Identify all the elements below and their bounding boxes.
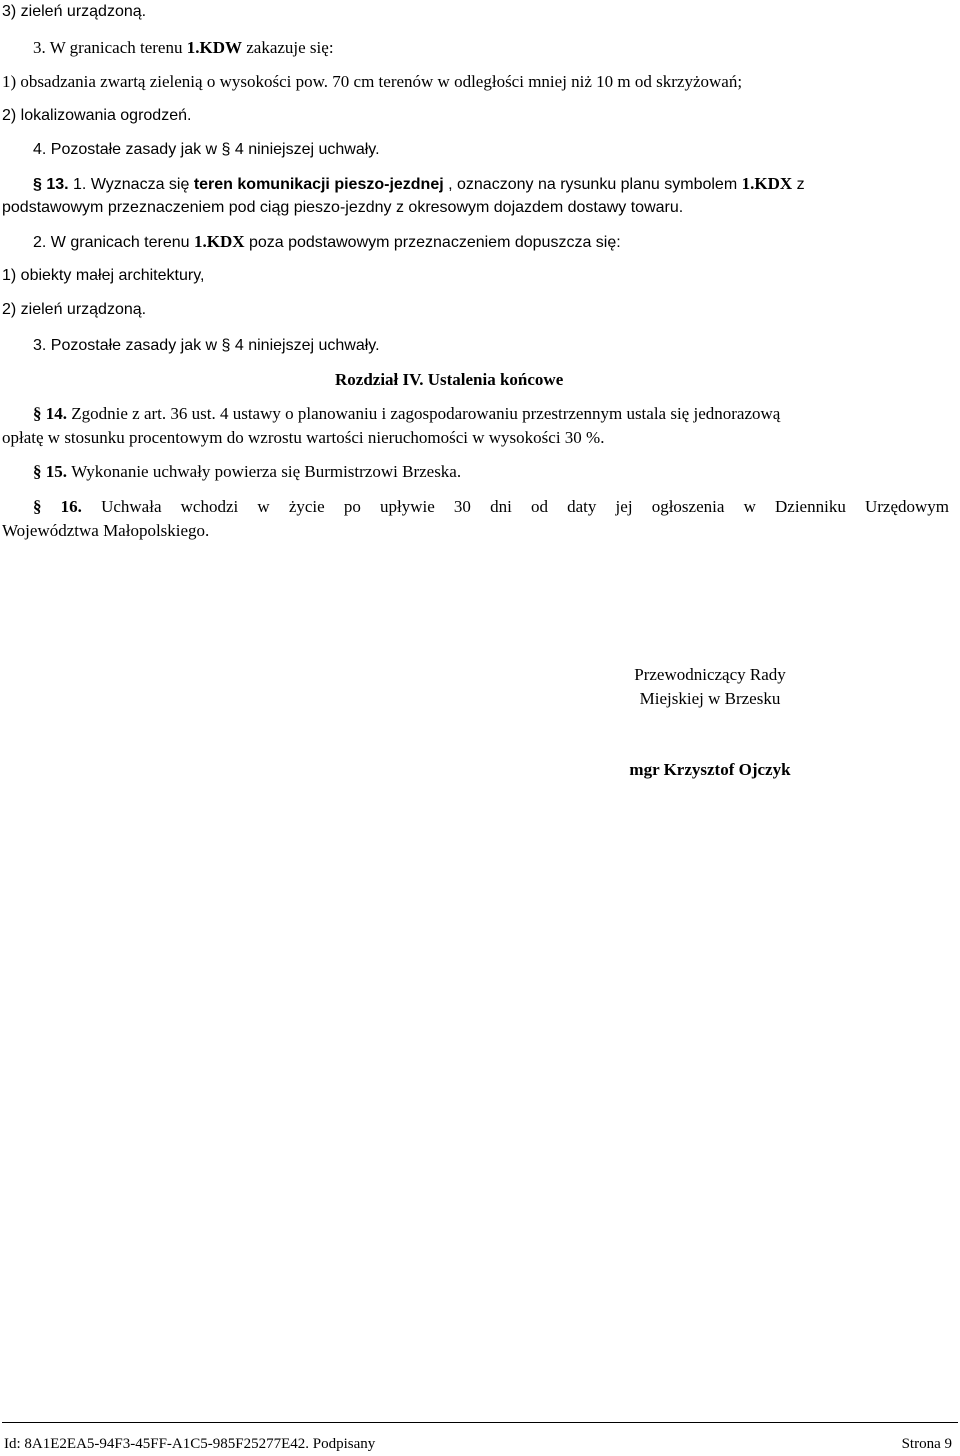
text: , oznaczony na rysunku planu symbolem — [443, 176, 742, 193]
list-item: 2) lokalizowania ogrodzeń. — [2, 107, 192, 124]
list-item: 3) zieleń urządzoną. — [2, 3, 147, 20]
list-item: 1) obsadzania zwartą zielenią o wysokości pow. 70 cm terenów w odległości mniej niż 10 m od skrzyżowań; — [2, 72, 743, 91]
text: teren komunikacji pieszo-jezdnej — [193, 176, 444, 193]
symbol-text: 1.KDX — [193, 232, 245, 251]
text: Wykonanie uchwały powierza się Burmistrzowi Brzeska. — [71, 462, 462, 481]
paragraph-continuation: podstawowym przeznaczeniem pod ciąg pieszo-jezdny z okresowym dojazdem dostawy towaru. — [2, 199, 684, 216]
text: 1. Wyznacza się — [73, 176, 194, 193]
section-15-paragraph — [33, 462, 461, 482]
heading-text: Rozdział IV. Ustalenia końcowe — [335, 370, 564, 389]
section-16-paragraph — [33, 497, 949, 517]
signatory-name-text: mgr Krzysztof Ojczyk — [629, 760, 791, 779]
signatory-name — [560, 760, 860, 780]
paragraph-continuation: Województwa Małopolskiego. — [2, 521, 210, 540]
section-14-paragraph — [33, 404, 780, 424]
paragraph — [33, 232, 621, 253]
signature-subtitle: Miejskiej w Brzesku — [639, 689, 781, 708]
footer-divider — [2, 1422, 958, 1423]
text: poza podstawowym przeznaczeniem dopuszcza się: — [244, 234, 621, 251]
symbol-text: 1.KDX — [741, 174, 793, 193]
paragraph: 3. Pozostałe zasady jak w § 4 niniejszej uchwały. — [33, 337, 380, 354]
section-number: § 14. — [33, 404, 72, 423]
document-id: Id: 8A1E2EA5-94F3-45FF-A1C5-985F25277E42. Podpisany — [4, 1436, 376, 1452]
text: Uchwała wchodzi w życie po upływie 30 dni od daty jej ogłoszenia w Dzienniku Urzędowym — [101, 497, 950, 516]
text: z — [792, 176, 805, 193]
page-number: Strona 9 — [901, 1436, 952, 1452]
paragraph-continuation: opłatę w stosunku procentowym do wzrostu wartości nieruchomości w wysokości 30 %. — [2, 428, 605, 447]
signature-title: Przewodniczący Rady — [634, 665, 786, 684]
text: zakazuje się: — [241, 38, 334, 57]
text: 2. W granicach terenu — [33, 234, 194, 251]
section-number: § 15. — [33, 462, 72, 481]
list-item: 1) obiekty małej architektury, — [2, 267, 205, 284]
symbol-text: 1.KDW — [186, 38, 242, 57]
section-13-paragraph — [33, 174, 805, 195]
text: 3. W granicach terenu — [33, 38, 187, 57]
section-number: § 13. — [33, 176, 74, 193]
paragraph: 4. Pozostałe zasady jak w § 4 niniejszej uchwały. — [33, 141, 380, 158]
list-item: 2) zieleń urządzoną. — [2, 301, 147, 318]
chapter-heading — [335, 370, 563, 390]
text: Zgodnie z art. 36 ust. 4 ustawy o planowaniu i zagospodarowaniu przestrzennym ustala się jednorazową — [71, 404, 781, 423]
paragraph — [33, 38, 334, 58]
section-number: § 16. — [33, 497, 102, 516]
